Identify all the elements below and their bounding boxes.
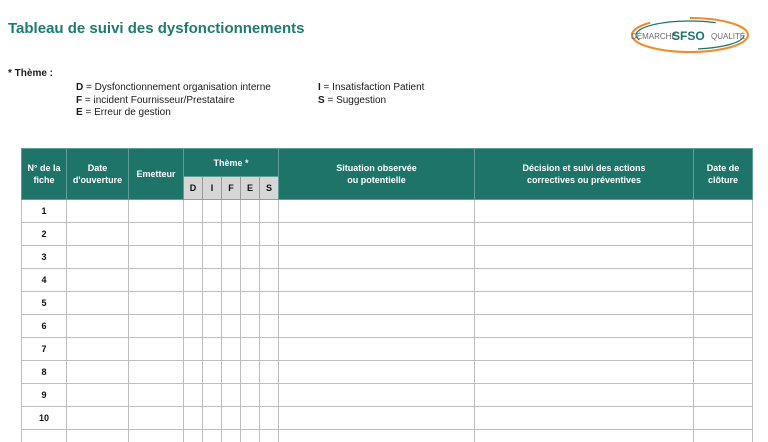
- sfso-logo: [628, 12, 752, 58]
- cell-emetteur[interactable]: [129, 200, 184, 223]
- header-date-cloture: Date de clôture: [694, 149, 753, 200]
- cell-decision[interactable]: [475, 384, 694, 407]
- cell-emetteur[interactable]: [129, 315, 184, 338]
- cell-theme-e[interactable]: [241, 200, 260, 223]
- cell-situation[interactable]: [279, 246, 475, 269]
- cell-theme-e[interactable]: [241, 246, 260, 269]
- cell-situation[interactable]: [279, 384, 475, 407]
- cell-situation[interactable]: [279, 407, 475, 430]
- cell-theme-f[interactable]: [222, 200, 241, 223]
- header-theme-i: I: [203, 177, 222, 200]
- table-row: [22, 246, 753, 269]
- cell-date-cloture[interactable]: [694, 246, 753, 269]
- cell-situation[interactable]: [279, 338, 475, 361]
- cell-date-cloture[interactable]: [694, 361, 753, 384]
- cell-theme-s[interactable]: [260, 361, 279, 384]
- cell-decision[interactable]: [475, 269, 694, 292]
- cell-theme-e[interactable]: [241, 407, 260, 430]
- cell-situation[interactable]: [279, 200, 475, 223]
- cell-situation[interactable]: [279, 361, 475, 384]
- table-row: [22, 407, 753, 430]
- cell-decision[interactable]: [475, 407, 694, 430]
- cell-theme-e[interactable]: [241, 384, 260, 407]
- table-row: [22, 269, 753, 292]
- cell-theme-i[interactable]: [203, 407, 222, 430]
- cell-date-ouverture[interactable]: [67, 361, 129, 384]
- legend-item-s: S = Suggestion: [318, 95, 424, 108]
- cell-theme-f[interactable]: [222, 246, 241, 269]
- cell-theme-d[interactable]: [184, 292, 203, 315]
- cell-situation[interactable]: [279, 223, 475, 246]
- cell-date-ouverture[interactable]: [67, 292, 129, 315]
- cell-theme-d[interactable]: [184, 407, 203, 430]
- cell-theme-f[interactable]: [222, 223, 241, 246]
- cell-date-ouverture[interactable]: [67, 223, 129, 246]
- cell-date-ouverture[interactable]: [67, 315, 129, 338]
- cell-decision[interactable]: [475, 361, 694, 384]
- cell-theme-f[interactable]: [222, 315, 241, 338]
- cell-date-cloture[interactable]: [694, 338, 753, 361]
- cell-theme-e[interactable]: [241, 338, 260, 361]
- cell-decision[interactable]: [475, 315, 694, 338]
- table-row: [22, 338, 753, 361]
- header-emetteur: Emetteur: [129, 149, 184, 200]
- cell-theme-s[interactable]: [260, 315, 279, 338]
- cell-partial: [279, 430, 475, 442]
- cell-partial: [67, 430, 129, 442]
- row-number: 9: [22, 384, 67, 407]
- cell-theme-f[interactable]: [222, 407, 241, 430]
- cell-decision[interactable]: [475, 223, 694, 246]
- row-number: 7: [22, 338, 67, 361]
- row-number: 5: [22, 292, 67, 315]
- row-number: 1: [22, 200, 67, 223]
- cell-theme-s[interactable]: [260, 223, 279, 246]
- logo-mark-text: SFSO: [672, 29, 705, 43]
- cell-date-ouverture[interactable]: [67, 269, 129, 292]
- cell-theme-f[interactable]: [222, 338, 241, 361]
- theme-label: * Thème :: [8, 68, 53, 79]
- cell-theme-i[interactable]: [203, 246, 222, 269]
- cell-theme-d[interactable]: [184, 269, 203, 292]
- cell-decision[interactable]: [475, 292, 694, 315]
- cell-theme-f[interactable]: [222, 384, 241, 407]
- table-row: [22, 384, 753, 407]
- cell-theme-i[interactable]: [203, 292, 222, 315]
- cell-theme-s[interactable]: [260, 338, 279, 361]
- cell-theme-i[interactable]: [203, 200, 222, 223]
- legend-right: [318, 82, 424, 107]
- cell-emetteur[interactable]: [129, 407, 184, 430]
- row-number: 10: [22, 407, 67, 430]
- cell-theme-s[interactable]: [260, 269, 279, 292]
- cell-emetteur[interactable]: [129, 269, 184, 292]
- row-number: 4: [22, 269, 67, 292]
- cell-theme-e[interactable]: [241, 315, 260, 338]
- cell-theme-i[interactable]: [203, 315, 222, 338]
- header-theme-e: E: [241, 177, 260, 200]
- table-row-partial: [22, 430, 753, 442]
- legend-item-f: F = incident Fournisseur/Prestataire: [76, 95, 271, 108]
- row-number: 6: [22, 315, 67, 338]
- cell-decision[interactable]: [475, 338, 694, 361]
- cell-theme-e[interactable]: [241, 292, 260, 315]
- cell-partial: [129, 430, 184, 442]
- cell-theme-i[interactable]: [203, 384, 222, 407]
- cell-theme-d[interactable]: [184, 338, 203, 361]
- table-row: [22, 200, 753, 223]
- cell-theme-s[interactable]: [260, 200, 279, 223]
- cell-situation[interactable]: [279, 315, 475, 338]
- cell-date-ouverture[interactable]: [67, 407, 129, 430]
- cell-theme-d[interactable]: [184, 200, 203, 223]
- header-date-ouverture: Date d'ouverture: [67, 149, 129, 200]
- header-theme: Thème *: [184, 149, 279, 177]
- cell-theme-s[interactable]: [260, 246, 279, 269]
- legend-item-d: D = Dysfonctionnement organisation interne: [76, 82, 271, 95]
- cell-partial: [184, 430, 203, 442]
- header-theme-f: F: [222, 177, 241, 200]
- cell-date-ouverture[interactable]: [67, 246, 129, 269]
- cell-date-cloture[interactable]: [694, 200, 753, 223]
- cell-emetteur[interactable]: [129, 223, 184, 246]
- cell-date-cloture[interactable]: [694, 223, 753, 246]
- row-number: 8: [22, 361, 67, 384]
- cell-date-cloture[interactable]: [694, 269, 753, 292]
- logo-right-text: QUALITÉ: [711, 32, 745, 41]
- cell-theme-s[interactable]: [260, 292, 279, 315]
- cell-theme-d[interactable]: [184, 246, 203, 269]
- cell-date-ouverture[interactable]: [67, 384, 129, 407]
- cell-theme-d[interactable]: [184, 315, 203, 338]
- legend-item-e: E = Erreur de gestion: [76, 107, 271, 120]
- cell-partial: [694, 430, 753, 442]
- header-decision: Décision et suivi des actions correctives ou préventives: [475, 149, 694, 200]
- cell-theme-i[interactable]: [203, 269, 222, 292]
- cell-theme-s[interactable]: [260, 384, 279, 407]
- cell-theme-e[interactable]: [241, 223, 260, 246]
- header-situation: Situation observée ou potentielle: [279, 149, 475, 200]
- table-row: [22, 292, 753, 315]
- cell-partial: [260, 430, 279, 442]
- cell-situation[interactable]: [279, 269, 475, 292]
- table-row: [22, 315, 753, 338]
- header-theme-s: S: [260, 177, 279, 200]
- cell-situation[interactable]: [279, 292, 475, 315]
- cell-partial: [241, 430, 260, 442]
- cell-theme-d[interactable]: [184, 223, 203, 246]
- cell-partial: [203, 430, 222, 442]
- cell-theme-f[interactable]: [222, 361, 241, 384]
- cell-partial: [222, 430, 241, 442]
- cell-date-ouverture[interactable]: [67, 338, 129, 361]
- cell-date-cloture[interactable]: [694, 292, 753, 315]
- cell-date-cloture[interactable]: [694, 315, 753, 338]
- cell-theme-i[interactable]: [203, 361, 222, 384]
- cell-emetteur[interactable]: [129, 384, 184, 407]
- cell-decision[interactable]: [475, 246, 694, 269]
- cell-date-cloture[interactable]: [694, 384, 753, 407]
- cell-theme-d[interactable]: [184, 361, 203, 384]
- header-theme-d: D: [184, 177, 203, 200]
- row-number: 3: [22, 246, 67, 269]
- cell-theme-f[interactable]: [222, 292, 241, 315]
- cell-decision[interactable]: [475, 200, 694, 223]
- cell-date-ouverture[interactable]: [67, 200, 129, 223]
- cell-theme-i[interactable]: [203, 223, 222, 246]
- legend-left: [76, 82, 271, 120]
- cell-theme-i[interactable]: [203, 338, 222, 361]
- header-num-fiche: N° de la fiche: [22, 149, 67, 200]
- cell-theme-e[interactable]: [241, 361, 260, 384]
- cell-emetteur[interactable]: [129, 338, 184, 361]
- table-row: [22, 361, 753, 384]
- legend-item-i: I = Insatisfaction Patient: [318, 82, 424, 95]
- cell-theme-d[interactable]: [184, 384, 203, 407]
- cell-theme-e[interactable]: [241, 269, 260, 292]
- dysfunction-tracking-table: [21, 148, 753, 442]
- cell-emetteur[interactable]: [129, 246, 184, 269]
- table-row: [22, 223, 753, 246]
- cell-theme-s[interactable]: [260, 407, 279, 430]
- cell-theme-f[interactable]: [222, 269, 241, 292]
- cell-partial: [22, 430, 67, 442]
- cell-partial: [475, 430, 694, 442]
- cell-emetteur[interactable]: [129, 361, 184, 384]
- cell-emetteur[interactable]: [129, 292, 184, 315]
- cell-date-cloture[interactable]: [694, 407, 753, 430]
- row-number: 2: [22, 223, 67, 246]
- logo-left-text: DÉMARCHE: [631, 32, 677, 41]
- page-title: Tableau de suivi des dysfonctionnements: [8, 20, 304, 37]
